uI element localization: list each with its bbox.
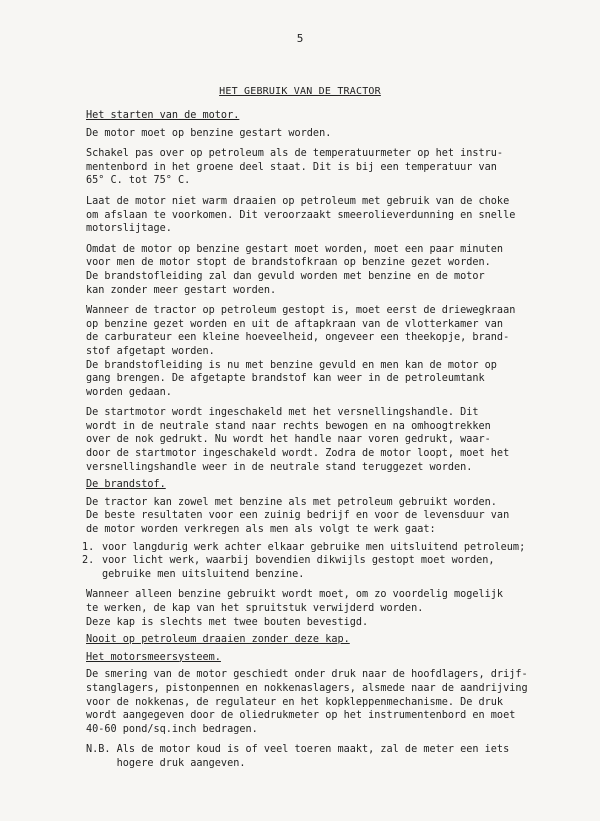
text-line: voor langdurig werk achter elkaar gebruike men uitsluitend petroleum; — [102, 541, 526, 553]
text-line: Wanneer de tractor op petroleum gestopt is, moet eerst de driewegkraan — [86, 305, 516, 317]
text-line: Deze kap is slechts met twee bouten bevestigd. — [86, 616, 369, 628]
section-heading-starting: Het starten van de motor. — [86, 110, 240, 121]
paragraph — [86, 195, 591, 236]
paragraph — [86, 496, 591, 537]
note — [86, 743, 591, 770]
paragraph — [86, 127, 591, 141]
text-line: voor licht werk, waarbij bovendien dikwijls gestopt moet worden, — [102, 555, 495, 567]
text-line: De startmotor wordt ingeschakeld met het versnellingshandle. Dit — [86, 407, 479, 419]
list-item — [82, 541, 591, 555]
text-line: stof afgetapt worden. — [86, 345, 215, 357]
text-line: N.B. Als de motor koud is of veel toeren maakt, zal de meter een iets — [86, 744, 510, 756]
paragraph — [86, 406, 591, 474]
paragraph — [86, 243, 591, 297]
page-number: 5 — [296, 32, 304, 45]
section-heading-fuel: De brandstof. — [86, 479, 166, 491]
text-line: stanglagers, pistonpennen en nokkenaslagers, alsmede naar de aandrijving — [86, 682, 528, 694]
text-line: gang brengen. De afgetapte brandstof kan weer in de petroleumtank — [86, 373, 485, 385]
text-line: te werken, de kap van het spruitstuk verwijderd worden. — [86, 603, 424, 614]
text-line: De motor moet op benzine gestart worden. — [86, 127, 332, 139]
text-line: Laat de motor niet warm draaien op petroleum met gebruik van de choke — [86, 195, 510, 207]
text-line: De brandstofleiding zal dan gevuld worden met benzine en de motor — [86, 270, 485, 282]
text-line: kan zonder meer gestart worden. — [86, 284, 277, 296]
text-line: hogere druk aangeven. — [86, 757, 246, 769]
text-line: voor men de motor stopt de brandstofkraan op benzine gezet worden. — [86, 257, 491, 269]
text-line: op benzine gezet worden en uit de aftapkraan van de vlotterkamer van — [86, 318, 504, 330]
text-line: Omdat de motor op benzine gestart moet worden, moet een paar minuten — [86, 243, 504, 255]
text-line: De brandstofleiding is nu met benzine gevuld en men kan de motor op — [86, 359, 497, 371]
text-line: over de nok gedrukt. Nu wordt het handle naar voren gedrukt, waar- — [86, 434, 491, 446]
text-line: om afslaan te voorkomen. Dit veroorzaakt smeerolieverdunning en snelle — [86, 209, 516, 221]
list-number: 2. — [82, 555, 95, 567]
document-title: HET GEBRUIK VAN DE TRACTOR — [219, 86, 381, 97]
section-heading-lubrication: Het motorsmeersysteem. — [86, 651, 221, 663]
text-line: mentenbord in het groene deel staat. Dit is bij een temperatuur van — [86, 161, 497, 173]
text-line: de motor worden verkregen als men als volgt te werk gaat: — [86, 524, 436, 536]
text-line: De smering van de motor geschiedt onder druk naar de hoofdlagers, drijf- — [86, 669, 528, 681]
text-line: wordt aangegeven door de oliedrukmeter op het instrumentenbord en moet — [86, 710, 516, 722]
text-line: motorslijtage. — [86, 223, 172, 235]
list-item — [82, 554, 591, 581]
text-line: wordt in de neutrale stand naar rechts bewogen en na omhoogtrekken — [86, 420, 491, 432]
text-line: voor de nokkenas, de regulateur en het kopkleppenmechanisme. De druk — [86, 696, 504, 708]
document-body — [82, 109, 591, 771]
text-line: gebruike men uitsluitend benzine. — [102, 568, 305, 580]
paragraph — [86, 668, 591, 736]
text-line: de carburateur een kleine hoeveelheid, ongeveer een theekopje, brand- — [86, 332, 510, 344]
text-line: 65° C. tot 75° C. — [86, 175, 191, 187]
text-line: worden gedaan. — [86, 386, 172, 398]
numbered-list — [82, 541, 591, 582]
list-number: 1. — [82, 541, 95, 553]
paragraph — [86, 588, 591, 629]
text-line: versnellingshandle weer in de neutrale stand teruggezet worden. — [86, 461, 473, 473]
text-line: De beste resultaten voor een zuinig bedrijf en voor de levensduur van — [86, 510, 510, 522]
paragraph — [86, 304, 591, 399]
text-line: door de startmotor ingeschakeld wordt. Zodra de motor loopt, moet het — [86, 448, 510, 460]
text-line: De tractor kan zowel met benzine als met petroleum gebruikt worden. — [86, 496, 497, 508]
paragraph — [86, 147, 591, 188]
text-line: Schakel pas over op petroleum als de temperatuurmeter op het instru- — [86, 148, 504, 160]
text-line: Wanneer alleen benzine gebruikt wordt moet, om zo voordelig mogelijk — [86, 589, 504, 601]
fuel-warning: Nooit op petroleum draaien zonder deze kap. — [86, 634, 350, 646]
text-line: 40-60 pond/sq.inch bedragen. — [86, 723, 258, 735]
